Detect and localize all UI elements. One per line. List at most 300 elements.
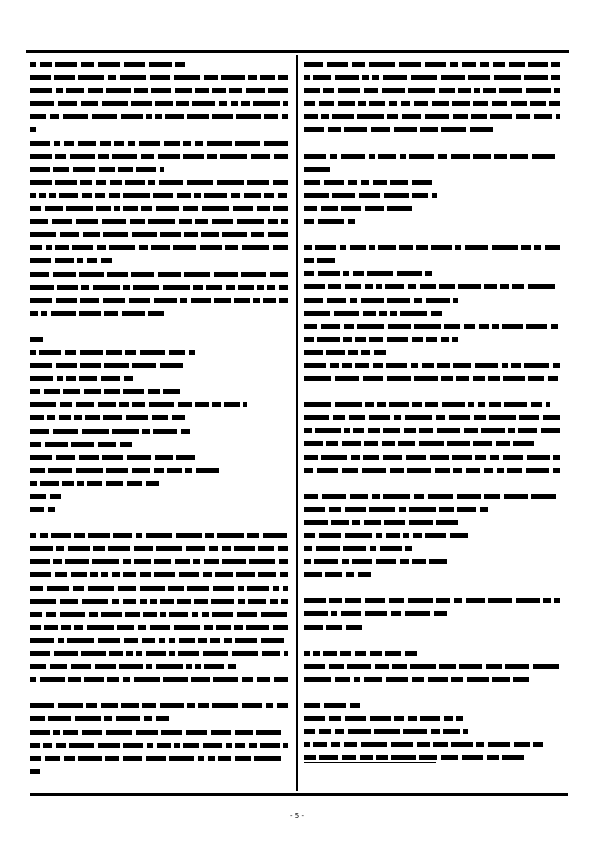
word-mark — [194, 193, 201, 198]
word-mark — [425, 62, 446, 67]
word-mark — [283, 743, 288, 748]
word-mark — [353, 271, 364, 276]
word-mark — [553, 363, 560, 368]
word-mark — [139, 141, 160, 146]
word-mark — [144, 716, 152, 721]
word-mark — [543, 415, 560, 420]
word-mark — [319, 729, 331, 734]
word-mark — [513, 441, 534, 446]
word-mark — [492, 677, 510, 682]
word-mark — [399, 507, 406, 512]
word-mark — [50, 664, 67, 669]
word-mark — [528, 284, 555, 289]
word-mark — [475, 455, 486, 460]
word-mark — [488, 598, 512, 603]
word-mark — [159, 180, 183, 185]
word-mark — [76, 468, 103, 473]
word-mark — [414, 324, 441, 329]
word-mark — [273, 206, 288, 211]
word-mark — [143, 612, 157, 617]
word-mark — [518, 428, 537, 433]
word-mark — [325, 572, 342, 577]
word-mark — [123, 756, 142, 761]
word-mark — [479, 324, 489, 329]
word-mark — [432, 193, 437, 198]
word-mark — [304, 127, 324, 132]
paragraph-gap — [304, 690, 560, 703]
text-line — [304, 363, 560, 368]
word-mark — [41, 311, 47, 316]
word-mark — [195, 402, 209, 407]
word-mark — [449, 415, 470, 420]
word-mark — [438, 154, 447, 159]
word-mark — [248, 75, 257, 80]
word-mark — [528, 376, 544, 381]
word-mark — [118, 167, 133, 172]
word-mark — [159, 638, 165, 643]
word-mark — [56, 88, 63, 93]
word-mark — [329, 716, 341, 721]
word-mark — [242, 245, 269, 250]
word-mark — [221, 75, 245, 80]
word-mark — [494, 154, 507, 159]
text-line — [304, 298, 560, 303]
word-mark — [443, 729, 460, 734]
word-mark — [268, 88, 288, 93]
word-mark — [526, 88, 551, 93]
word-mark — [160, 703, 184, 708]
word-mark — [84, 677, 104, 682]
word-mark — [412, 559, 426, 564]
word-mark — [121, 114, 143, 119]
word-mark — [347, 664, 371, 669]
word-mark — [387, 298, 410, 303]
word-mark — [233, 206, 253, 211]
word-mark — [179, 638, 195, 643]
word-mark — [160, 167, 164, 172]
word-mark — [374, 350, 386, 355]
word-mark — [553, 468, 560, 473]
word-mark — [242, 677, 253, 682]
word-mark — [187, 586, 209, 591]
word-mark — [140, 572, 151, 577]
word-mark — [125, 180, 145, 185]
word-mark — [403, 533, 409, 538]
word-mark — [211, 730, 231, 735]
word-mark — [388, 324, 411, 329]
word-mark — [304, 298, 323, 303]
word-mark — [352, 559, 372, 564]
word-mark — [261, 638, 284, 643]
word-mark — [527, 455, 550, 460]
word-mark — [30, 769, 40, 774]
paragraph-gap — [304, 141, 560, 154]
word-mark — [341, 154, 365, 159]
word-mark — [69, 743, 94, 748]
word-mark — [77, 258, 83, 263]
word-mark — [279, 298, 288, 303]
word-mark — [400, 311, 427, 316]
word-mark — [54, 651, 78, 656]
word-mark — [98, 743, 120, 748]
word-mark — [153, 429, 177, 434]
word-mark — [468, 75, 490, 80]
word-mark — [258, 546, 274, 551]
word-mark — [55, 62, 77, 67]
word-mark — [260, 743, 280, 748]
word-mark — [519, 415, 539, 420]
word-mark — [331, 742, 340, 747]
word-mark — [30, 677, 36, 682]
word-mark — [191, 298, 211, 303]
word-mark — [53, 730, 60, 735]
word-mark — [30, 258, 51, 263]
word-mark — [321, 114, 329, 119]
word-mark — [340, 245, 346, 250]
word-mark — [468, 402, 474, 407]
word-mark — [385, 284, 404, 289]
word-mark — [123, 193, 150, 198]
word-mark — [389, 598, 404, 603]
word-mark — [120, 75, 146, 80]
word-mark — [113, 533, 132, 538]
word-mark — [471, 114, 487, 119]
word-mark — [30, 219, 48, 224]
word-mark — [220, 154, 247, 159]
word-mark — [548, 376, 558, 381]
word-mark — [53, 272, 76, 277]
word-mark — [462, 755, 483, 760]
word-mark — [125, 612, 140, 617]
word-mark — [394, 716, 404, 721]
word-mark — [241, 101, 250, 106]
word-mark — [231, 193, 240, 198]
word-mark — [346, 572, 354, 577]
word-mark — [196, 468, 219, 473]
word-mark — [186, 546, 205, 551]
paragraph-gap — [30, 520, 288, 533]
word-mark — [431, 245, 452, 250]
word-mark — [79, 272, 104, 277]
word-mark — [484, 468, 493, 473]
word-mark — [157, 743, 171, 748]
word-mark — [412, 193, 428, 198]
word-mark — [126, 651, 133, 656]
word-mark — [61, 625, 71, 630]
word-mark — [511, 363, 521, 368]
word-mark — [304, 572, 322, 577]
text-line — [30, 769, 288, 774]
word-mark — [97, 245, 106, 250]
word-mark — [304, 729, 315, 734]
word-mark — [30, 114, 46, 119]
word-mark — [428, 677, 448, 682]
word-mark — [96, 180, 106, 185]
word-mark — [112, 429, 139, 434]
word-mark — [120, 442, 132, 447]
word-mark — [335, 402, 362, 407]
word-mark — [130, 219, 145, 224]
word-mark — [241, 272, 266, 277]
word-mark — [369, 415, 390, 420]
word-mark — [382, 441, 395, 446]
word-mark — [333, 415, 345, 420]
word-mark — [102, 219, 126, 224]
word-mark — [304, 507, 325, 512]
word-mark — [81, 651, 106, 656]
word-mark — [266, 703, 273, 708]
word-mark — [51, 311, 76, 316]
top-rule — [26, 50, 569, 53]
word-mark — [341, 206, 361, 211]
word-mark — [74, 625, 83, 630]
word-mark — [215, 572, 233, 577]
word-mark — [257, 285, 264, 290]
word-mark — [370, 716, 391, 721]
word-mark — [503, 455, 523, 460]
word-mark — [521, 245, 531, 250]
word-mark — [327, 298, 346, 303]
word-mark — [74, 415, 82, 420]
text-line — [304, 245, 560, 250]
word-mark — [510, 154, 528, 159]
word-mark — [317, 337, 340, 342]
word-mark — [247, 180, 269, 185]
word-mark — [453, 468, 462, 473]
word-mark — [332, 114, 354, 119]
word-mark — [509, 62, 525, 67]
word-mark — [165, 114, 184, 119]
word-mark — [264, 114, 278, 119]
word-mark — [238, 285, 254, 290]
word-mark — [158, 154, 180, 159]
word-mark — [360, 755, 373, 760]
text-line — [30, 481, 288, 486]
left-column — [30, 62, 288, 782]
word-mark — [319, 533, 341, 538]
word-mark — [402, 114, 421, 119]
word-mark — [342, 559, 349, 564]
word-mark — [150, 75, 170, 80]
word-mark — [123, 559, 131, 564]
paragraph-gap — [304, 232, 560, 245]
word-mark — [375, 664, 389, 669]
text-line — [304, 625, 560, 630]
word-mark — [212, 402, 221, 407]
word-mark — [30, 559, 50, 564]
word-mark — [234, 298, 250, 303]
word-mark — [454, 598, 462, 603]
word-mark — [304, 258, 314, 263]
word-mark — [212, 88, 226, 93]
word-mark — [30, 716, 45, 721]
text-line — [30, 350, 288, 355]
word-mark — [123, 285, 130, 290]
word-mark — [44, 389, 60, 394]
word-mark — [345, 284, 361, 289]
right-column — [304, 62, 560, 768]
text-line — [304, 598, 560, 603]
word-mark — [412, 402, 422, 407]
word-mark — [358, 101, 366, 106]
word-mark — [466, 598, 485, 603]
word-mark — [64, 141, 74, 146]
word-mark — [30, 389, 40, 394]
word-mark — [150, 599, 157, 604]
word-mark — [524, 363, 549, 368]
word-mark — [207, 154, 217, 159]
word-mark — [59, 193, 78, 198]
word-mark — [72, 245, 93, 250]
word-mark — [172, 415, 185, 420]
word-mark — [258, 572, 276, 577]
word-mark — [30, 350, 36, 355]
word-mark — [169, 638, 175, 643]
text-line — [30, 494, 288, 499]
word-mark — [60, 232, 79, 237]
word-mark — [148, 311, 164, 316]
word-mark — [546, 402, 550, 407]
word-mark — [304, 703, 320, 708]
word-mark — [92, 114, 117, 119]
word-mark — [30, 402, 56, 407]
word-mark — [390, 180, 408, 185]
word-mark — [304, 350, 323, 355]
word-mark — [492, 245, 518, 250]
word-mark — [184, 232, 198, 237]
word-mark — [93, 285, 120, 290]
word-mark — [63, 389, 80, 394]
word-mark — [457, 507, 476, 512]
word-mark — [492, 101, 507, 106]
word-mark — [437, 363, 450, 368]
word-mark — [323, 88, 334, 93]
word-mark — [81, 62, 94, 67]
word-mark — [349, 415, 365, 420]
text-line — [30, 572, 288, 577]
word-mark — [412, 677, 424, 682]
word-mark — [80, 363, 101, 368]
word-mark — [489, 415, 516, 420]
word-mark — [236, 114, 261, 119]
word-mark — [459, 664, 482, 669]
word-mark — [140, 599, 147, 604]
word-mark — [408, 598, 433, 603]
text-line — [304, 337, 560, 342]
word-mark — [118, 586, 136, 591]
word-mark — [169, 651, 175, 656]
word-mark — [365, 206, 384, 211]
text-line — [30, 154, 288, 159]
word-mark — [313, 75, 331, 80]
word-mark — [386, 677, 408, 682]
word-mark — [374, 729, 400, 734]
word-mark — [51, 533, 71, 538]
word-mark — [136, 651, 142, 656]
text-line — [30, 285, 288, 290]
word-mark — [47, 415, 55, 420]
word-mark — [342, 468, 358, 473]
paragraph-gap — [304, 481, 560, 494]
text-line — [30, 376, 288, 381]
word-mark — [543, 598, 551, 603]
word-mark — [361, 742, 387, 747]
word-mark — [304, 455, 318, 460]
word-mark — [177, 193, 191, 198]
word-mark — [431, 311, 442, 316]
word-mark — [194, 599, 208, 604]
word-mark — [338, 88, 360, 93]
word-mark — [492, 324, 499, 329]
word-mark — [226, 743, 232, 748]
text-line — [304, 206, 560, 211]
word-mark — [164, 141, 180, 146]
text-line — [30, 141, 288, 146]
word-mark — [321, 206, 338, 211]
word-mark — [83, 232, 100, 237]
text-line — [30, 311, 288, 316]
word-mark — [30, 599, 56, 604]
word-mark — [367, 271, 393, 276]
word-mark — [142, 638, 155, 643]
word-mark — [455, 245, 461, 250]
word-mark — [101, 572, 108, 577]
word-mark — [154, 572, 175, 577]
word-mark — [151, 88, 171, 93]
word-mark — [304, 311, 330, 316]
word-mark — [534, 245, 541, 250]
word-mark — [400, 154, 406, 159]
word-mark — [351, 455, 360, 460]
word-mark — [315, 428, 341, 433]
word-mark — [352, 62, 365, 67]
word-mark — [425, 402, 438, 407]
word-mark — [71, 664, 91, 669]
word-mark — [342, 441, 361, 446]
word-mark — [156, 546, 182, 551]
word-mark — [280, 572, 288, 577]
word-mark — [431, 729, 440, 734]
word-mark — [319, 101, 334, 106]
word-mark — [30, 546, 53, 551]
word-mark — [146, 651, 166, 656]
word-mark — [183, 206, 198, 211]
word-mark — [466, 468, 480, 473]
word-mark — [380, 546, 402, 551]
word-mark — [488, 742, 510, 747]
word-mark — [343, 546, 366, 551]
word-mark — [100, 141, 111, 146]
word-mark — [101, 703, 118, 708]
word-mark — [98, 402, 116, 407]
word-mark — [425, 271, 432, 276]
word-mark — [153, 193, 173, 198]
word-mark — [161, 730, 182, 735]
word-mark — [148, 389, 160, 394]
word-mark — [114, 141, 124, 146]
word-mark — [267, 285, 275, 290]
word-mark — [409, 507, 436, 512]
word-mark — [378, 154, 396, 159]
word-mark — [304, 284, 325, 289]
text-line — [304, 507, 560, 512]
word-mark — [451, 742, 473, 747]
word-mark — [327, 62, 348, 67]
text-line — [30, 664, 288, 669]
word-mark — [304, 114, 318, 119]
word-mark — [480, 507, 488, 512]
word-mark — [30, 743, 40, 748]
